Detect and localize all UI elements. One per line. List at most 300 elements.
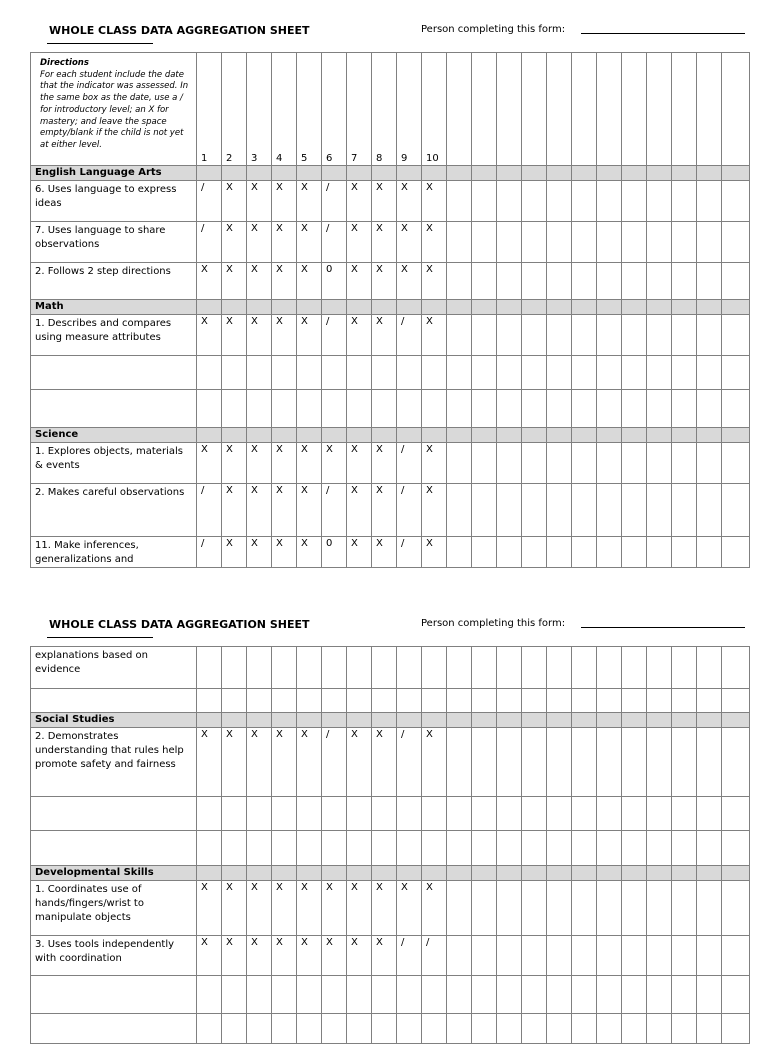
student-cell[interactable]: /	[197, 537, 222, 568]
student-cell[interactable]	[372, 356, 397, 390]
student-cell[interactable]	[647, 263, 672, 300]
student-cell[interactable]	[497, 181, 522, 222]
student-cell[interactable]	[447, 263, 472, 300]
student-cell[interactable]	[497, 443, 522, 484]
student-cell[interactable]	[572, 831, 597, 866]
student-cell[interactable]: X	[422, 728, 447, 797]
student-cell[interactable]	[597, 976, 622, 1014]
student-cell[interactable]	[547, 315, 572, 356]
student-cell[interactable]	[497, 647, 522, 689]
student-cell[interactable]	[322, 647, 347, 689]
student-cell[interactable]	[522, 647, 547, 689]
student-cell[interactable]	[297, 356, 322, 390]
student-cell[interactable]	[547, 181, 572, 222]
student-cell[interactable]	[272, 797, 297, 831]
student-cell[interactable]	[672, 263, 697, 300]
student-cell[interactable]	[647, 647, 672, 689]
student-cell[interactable]	[422, 1014, 447, 1044]
student-cell[interactable]: X	[372, 728, 397, 797]
student-cell[interactable]	[572, 689, 597, 713]
student-cell[interactable]	[397, 1014, 422, 1044]
student-cell[interactable]	[622, 537, 647, 568]
student-cell[interactable]	[522, 1014, 547, 1044]
student-cell[interactable]	[522, 728, 547, 797]
student-cell[interactable]	[597, 315, 622, 356]
student-cell[interactable]: X	[372, 315, 397, 356]
student-cell[interactable]	[672, 936, 697, 976]
student-cell[interactable]	[722, 728, 750, 797]
student-cell[interactable]	[447, 936, 472, 976]
student-cell[interactable]: X	[297, 443, 322, 484]
student-cell[interactable]	[622, 689, 647, 713]
student-cell[interactable]	[672, 976, 697, 1014]
student-cell[interactable]	[672, 881, 697, 936]
student-cell[interactable]	[297, 689, 322, 713]
student-cell[interactable]	[447, 484, 472, 537]
student-cell[interactable]	[247, 1014, 272, 1044]
student-cell[interactable]	[247, 976, 272, 1014]
student-cell[interactable]	[597, 797, 622, 831]
student-cell[interactable]	[447, 222, 472, 263]
student-cell[interactable]	[372, 390, 397, 428]
student-cell[interactable]: X	[372, 537, 397, 568]
student-cell[interactable]	[622, 976, 647, 1014]
student-cell[interactable]: X	[222, 728, 247, 797]
student-cell[interactable]	[472, 1014, 497, 1044]
student-cell[interactable]	[272, 356, 297, 390]
student-cell[interactable]: X	[297, 315, 322, 356]
student-cell[interactable]: X	[422, 181, 447, 222]
student-cell[interactable]	[722, 881, 750, 936]
student-cell[interactable]: /	[422, 936, 447, 976]
student-cell[interactable]	[697, 484, 722, 537]
student-cell[interactable]	[372, 797, 397, 831]
student-cell[interactable]	[622, 356, 647, 390]
student-cell[interactable]	[672, 537, 697, 568]
student-cell[interactable]	[597, 443, 622, 484]
student-cell[interactable]: X	[422, 222, 447, 263]
student-cell[interactable]	[247, 647, 272, 689]
student-cell[interactable]	[697, 356, 722, 390]
student-cell[interactable]	[672, 181, 697, 222]
student-cell[interactable]	[622, 222, 647, 263]
student-cell[interactable]	[322, 976, 347, 1014]
student-cell[interactable]	[697, 181, 722, 222]
student-cell[interactable]	[697, 1014, 722, 1044]
student-cell[interactable]	[372, 1014, 397, 1044]
student-cell[interactable]	[697, 443, 722, 484]
student-cell[interactable]	[547, 222, 572, 263]
student-cell[interactable]	[547, 881, 572, 936]
student-cell[interactable]	[497, 390, 522, 428]
student-cell[interactable]	[522, 356, 547, 390]
student-cell[interactable]	[197, 831, 222, 866]
student-cell[interactable]: X	[322, 936, 347, 976]
student-cell[interactable]: X	[272, 881, 297, 936]
student-cell[interactable]	[697, 315, 722, 356]
student-cell[interactable]	[322, 390, 347, 428]
student-cell[interactable]	[697, 936, 722, 976]
student-cell[interactable]	[447, 976, 472, 1014]
student-cell[interactable]: X	[272, 936, 297, 976]
student-cell[interactable]	[722, 315, 750, 356]
student-cell[interactable]	[322, 831, 347, 866]
student-cell[interactable]: X	[322, 881, 347, 936]
student-cell[interactable]: X	[397, 222, 422, 263]
student-cell[interactable]	[197, 976, 222, 1014]
student-cell[interactable]	[422, 976, 447, 1014]
student-cell[interactable]	[547, 936, 572, 976]
student-cell[interactable]	[222, 797, 247, 831]
student-cell[interactable]	[722, 797, 750, 831]
student-cell[interactable]: 0	[322, 263, 347, 300]
student-cell[interactable]	[522, 797, 547, 831]
student-cell[interactable]: X	[197, 881, 222, 936]
student-cell[interactable]	[197, 1014, 222, 1044]
student-cell[interactable]	[497, 976, 522, 1014]
student-cell[interactable]: X	[247, 936, 272, 976]
student-cell[interactable]	[397, 647, 422, 689]
student-cell[interactable]	[647, 936, 672, 976]
student-cell[interactable]	[447, 315, 472, 356]
student-cell[interactable]	[447, 181, 472, 222]
student-cell[interactable]	[297, 647, 322, 689]
student-cell[interactable]	[422, 689, 447, 713]
student-cell[interactable]	[197, 390, 222, 428]
student-cell[interactable]	[497, 1014, 522, 1044]
student-cell[interactable]	[497, 356, 522, 390]
student-cell[interactable]: /	[322, 315, 347, 356]
student-cell[interactable]	[547, 976, 572, 1014]
student-cell[interactable]	[647, 689, 672, 713]
student-cell[interactable]	[597, 936, 622, 976]
student-cell[interactable]	[447, 881, 472, 936]
student-cell[interactable]: X	[347, 315, 372, 356]
student-cell[interactable]	[597, 1014, 622, 1044]
student-cell[interactable]	[272, 1014, 297, 1044]
student-cell[interactable]	[472, 181, 497, 222]
student-cell[interactable]	[447, 728, 472, 797]
student-cell[interactable]	[647, 315, 672, 356]
student-cell[interactable]	[447, 797, 472, 831]
student-cell[interactable]	[672, 831, 697, 866]
student-cell[interactable]	[597, 222, 622, 263]
student-cell[interactable]	[247, 689, 272, 713]
student-cell[interactable]: X	[197, 443, 222, 484]
student-cell[interactable]	[447, 689, 472, 713]
student-cell[interactable]	[522, 831, 547, 866]
student-cell[interactable]	[722, 356, 750, 390]
student-cell[interactable]: X	[247, 263, 272, 300]
student-cell[interactable]	[672, 484, 697, 537]
student-cell[interactable]	[597, 831, 622, 866]
student-cell[interactable]: X	[197, 263, 222, 300]
student-cell[interactable]: /	[397, 443, 422, 484]
student-cell[interactable]	[547, 443, 572, 484]
student-cell[interactable]	[547, 484, 572, 537]
student-cell[interactable]	[222, 356, 247, 390]
student-cell[interactable]	[422, 831, 447, 866]
student-cell[interactable]	[497, 484, 522, 537]
student-cell[interactable]: /	[397, 936, 422, 976]
student-cell[interactable]: X	[297, 881, 322, 936]
student-cell[interactable]: X	[197, 936, 222, 976]
student-cell[interactable]: X	[372, 936, 397, 976]
student-cell[interactable]	[322, 797, 347, 831]
student-cell[interactable]	[722, 1014, 750, 1044]
student-cell[interactable]	[522, 689, 547, 713]
student-cell[interactable]	[472, 936, 497, 976]
student-cell[interactable]	[472, 647, 497, 689]
student-cell[interactable]	[622, 181, 647, 222]
student-cell[interactable]: X	[297, 537, 322, 568]
student-cell[interactable]: X	[272, 728, 297, 797]
student-cell[interactable]: /	[397, 484, 422, 537]
student-cell[interactable]: X	[422, 484, 447, 537]
person-completing-field[interactable]	[581, 627, 745, 628]
student-cell[interactable]	[497, 222, 522, 263]
student-cell[interactable]	[572, 881, 597, 936]
student-cell[interactable]: X	[247, 728, 272, 797]
student-cell[interactable]	[647, 797, 672, 831]
student-cell[interactable]: X	[197, 315, 222, 356]
student-cell[interactable]	[447, 443, 472, 484]
student-cell[interactable]	[472, 390, 497, 428]
student-cell[interactable]: /	[397, 315, 422, 356]
student-cell[interactable]: X	[222, 263, 247, 300]
student-cell[interactable]	[722, 647, 750, 689]
student-cell[interactable]	[272, 689, 297, 713]
student-cell[interactable]	[622, 315, 647, 356]
student-cell[interactable]	[497, 537, 522, 568]
student-cell[interactable]	[522, 315, 547, 356]
student-cell[interactable]	[347, 831, 372, 866]
student-cell[interactable]	[547, 356, 572, 390]
student-cell[interactable]	[597, 689, 622, 713]
student-cell[interactable]	[647, 537, 672, 568]
student-cell[interactable]	[572, 647, 597, 689]
student-cell[interactable]: /	[197, 181, 222, 222]
student-cell[interactable]	[422, 390, 447, 428]
student-cell[interactable]: X	[347, 181, 372, 222]
student-cell[interactable]	[647, 390, 672, 428]
student-cell[interactable]: X	[347, 443, 372, 484]
student-cell[interactable]	[222, 976, 247, 1014]
student-cell[interactable]	[697, 831, 722, 866]
student-cell[interactable]	[472, 831, 497, 866]
student-cell[interactable]	[497, 728, 522, 797]
student-cell[interactable]: X	[397, 181, 422, 222]
student-cell[interactable]	[222, 689, 247, 713]
student-cell[interactable]	[672, 689, 697, 713]
student-cell[interactable]	[397, 390, 422, 428]
student-cell[interactable]	[697, 263, 722, 300]
student-cell[interactable]: X	[372, 484, 397, 537]
student-cell[interactable]	[422, 647, 447, 689]
student-cell[interactable]	[722, 537, 750, 568]
student-cell[interactable]	[547, 390, 572, 428]
student-cell[interactable]	[547, 797, 572, 831]
student-cell[interactable]	[572, 728, 597, 797]
student-cell[interactable]	[272, 647, 297, 689]
student-cell[interactable]	[672, 647, 697, 689]
student-cell[interactable]	[222, 831, 247, 866]
student-cell[interactable]: X	[347, 881, 372, 936]
student-cell[interactable]	[547, 263, 572, 300]
student-cell[interactable]	[622, 881, 647, 936]
student-cell[interactable]	[647, 222, 672, 263]
student-cell[interactable]: X	[347, 728, 372, 797]
student-cell[interactable]	[522, 181, 547, 222]
student-cell[interactable]	[622, 263, 647, 300]
student-cell[interactable]	[522, 881, 547, 936]
student-cell[interactable]	[597, 537, 622, 568]
student-cell[interactable]	[472, 222, 497, 263]
student-cell[interactable]	[472, 881, 497, 936]
student-cell[interactable]	[547, 1014, 572, 1044]
student-cell[interactable]	[697, 537, 722, 568]
student-cell[interactable]	[647, 881, 672, 936]
student-cell[interactable]	[497, 315, 522, 356]
student-cell[interactable]: /	[397, 728, 422, 797]
student-cell[interactable]	[397, 356, 422, 390]
student-cell[interactable]	[222, 390, 247, 428]
student-cell[interactable]	[347, 390, 372, 428]
student-cell[interactable]	[422, 797, 447, 831]
student-cell[interactable]	[622, 797, 647, 831]
student-cell[interactable]	[647, 181, 672, 222]
student-cell[interactable]	[572, 976, 597, 1014]
student-cell[interactable]: /	[397, 537, 422, 568]
student-cell[interactable]: /	[322, 728, 347, 797]
student-cell[interactable]	[372, 831, 397, 866]
student-cell[interactable]	[247, 831, 272, 866]
student-cell[interactable]	[447, 831, 472, 866]
student-cell[interactable]	[322, 356, 347, 390]
student-cell[interactable]	[197, 797, 222, 831]
student-cell[interactable]: X	[247, 181, 272, 222]
student-cell[interactable]: X	[347, 537, 372, 568]
student-cell[interactable]	[397, 831, 422, 866]
student-cell[interactable]	[497, 831, 522, 866]
student-cell[interactable]	[697, 881, 722, 936]
student-cell[interactable]	[672, 728, 697, 797]
student-cell[interactable]	[722, 443, 750, 484]
student-cell[interactable]	[247, 390, 272, 428]
student-cell[interactable]: X	[272, 484, 297, 537]
student-cell[interactable]	[572, 936, 597, 976]
student-cell[interactable]	[297, 976, 322, 1014]
student-cell[interactable]	[547, 537, 572, 568]
student-cell[interactable]	[722, 390, 750, 428]
student-cell[interactable]: X	[322, 443, 347, 484]
student-cell[interactable]: /	[197, 484, 222, 537]
student-cell[interactable]: X	[397, 881, 422, 936]
student-cell[interactable]	[697, 976, 722, 1014]
student-cell[interactable]	[572, 797, 597, 831]
student-cell[interactable]	[472, 537, 497, 568]
student-cell[interactable]	[447, 537, 472, 568]
student-cell[interactable]	[622, 647, 647, 689]
student-cell[interactable]	[272, 390, 297, 428]
student-cell[interactable]	[672, 222, 697, 263]
student-cell[interactable]	[472, 976, 497, 1014]
student-cell[interactable]	[697, 647, 722, 689]
student-cell[interactable]	[397, 797, 422, 831]
student-cell[interactable]	[222, 647, 247, 689]
student-cell[interactable]: X	[222, 181, 247, 222]
student-cell[interactable]	[522, 263, 547, 300]
student-cell[interactable]	[347, 797, 372, 831]
student-cell[interactable]	[447, 390, 472, 428]
student-cell[interactable]	[447, 356, 472, 390]
student-cell[interactable]	[672, 443, 697, 484]
student-cell[interactable]	[297, 831, 322, 866]
student-cell[interactable]	[597, 484, 622, 537]
student-cell[interactable]: X	[372, 181, 397, 222]
student-cell[interactable]	[672, 356, 697, 390]
student-cell[interactable]	[522, 443, 547, 484]
student-cell[interactable]	[647, 976, 672, 1014]
student-cell[interactable]	[272, 976, 297, 1014]
student-cell[interactable]: X	[422, 443, 447, 484]
student-cell[interactable]	[497, 797, 522, 831]
student-cell[interactable]	[722, 831, 750, 866]
student-cell[interactable]	[622, 443, 647, 484]
student-cell[interactable]: X	[272, 222, 297, 263]
student-cell[interactable]	[572, 315, 597, 356]
student-cell[interactable]	[597, 647, 622, 689]
student-cell[interactable]: X	[422, 315, 447, 356]
student-cell[interactable]	[297, 390, 322, 428]
student-cell[interactable]	[622, 936, 647, 976]
student-cell[interactable]	[622, 484, 647, 537]
student-cell[interactable]: X	[297, 484, 322, 537]
student-cell[interactable]	[372, 689, 397, 713]
student-cell[interactable]: X	[297, 181, 322, 222]
student-cell[interactable]	[722, 222, 750, 263]
student-cell[interactable]: X	[222, 881, 247, 936]
student-cell[interactable]	[722, 936, 750, 976]
student-cell[interactable]	[597, 390, 622, 428]
student-cell[interactable]	[347, 356, 372, 390]
student-cell[interactable]	[297, 1014, 322, 1044]
student-cell[interactable]: X	[247, 222, 272, 263]
student-cell[interactable]	[522, 936, 547, 976]
student-cell[interactable]	[572, 222, 597, 263]
student-cell[interactable]	[672, 315, 697, 356]
student-cell[interactable]: X	[222, 222, 247, 263]
student-cell[interactable]	[472, 263, 497, 300]
student-cell[interactable]	[522, 976, 547, 1014]
student-cell[interactable]: X	[272, 537, 297, 568]
student-cell[interactable]	[622, 390, 647, 428]
student-cell[interactable]	[597, 881, 622, 936]
student-cell[interactable]: X	[197, 728, 222, 797]
student-cell[interactable]	[472, 315, 497, 356]
student-cell[interactable]	[297, 797, 322, 831]
student-cell[interactable]	[622, 728, 647, 797]
student-cell[interactable]	[247, 356, 272, 390]
student-cell[interactable]	[722, 689, 750, 713]
student-cell[interactable]	[197, 356, 222, 390]
student-cell[interactable]: X	[397, 263, 422, 300]
student-cell[interactable]	[472, 484, 497, 537]
student-cell[interactable]	[722, 976, 750, 1014]
student-cell[interactable]: X	[247, 881, 272, 936]
student-cell[interactable]	[447, 647, 472, 689]
student-cell[interactable]	[372, 647, 397, 689]
